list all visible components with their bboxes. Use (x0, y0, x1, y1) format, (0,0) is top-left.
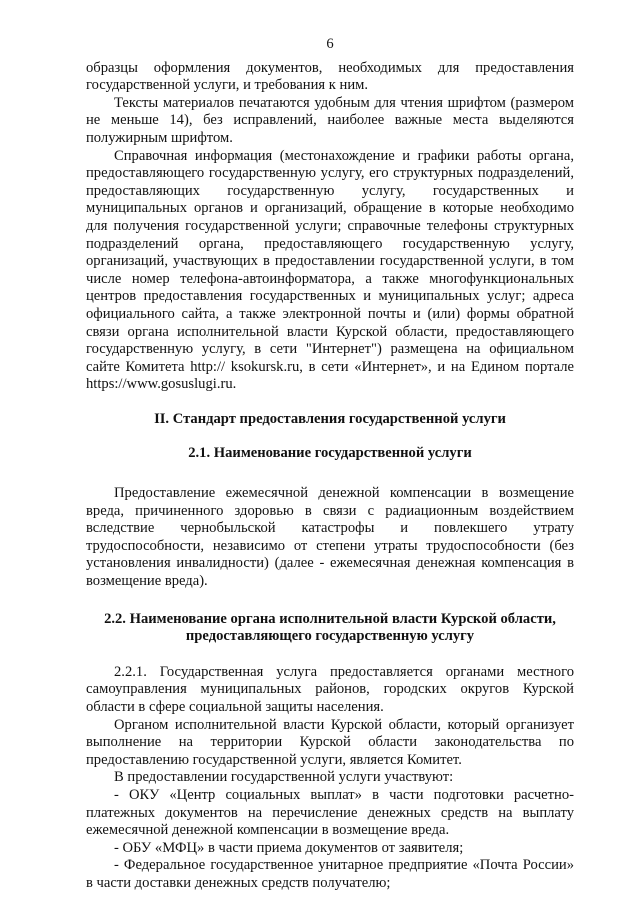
section-heading: II. Стандарт предоставления государственной услуги (154, 410, 506, 427)
paragraph-continuation: образцы оформления документов, необходимых для предоставления государственной услуги, и требования к ним. (86, 59, 574, 94)
paragraph-service-name: Предоставление ежемесячной денежной компенсации в возмещение вреда, причиненного здоровью в связи с радиационным воздействием вследствие чернобыльской катастрофы и повлекшего утрату трудоспособности, независимо от степени утраты трудоспособности (без установления инвалидности) (далее - ежемесячная денежная компенсация в возмещение вреда). (86, 485, 574, 590)
document-page (86, 36, 574, 893)
page-number: 6 (326, 36, 334, 52)
subsection-heading-2-1: 2.1. Наименование государственной услуги (188, 445, 472, 462)
list-item-mfc: - ОБУ «МФЦ» в части приема документов от заявителя; (114, 839, 464, 856)
paragraph-font-requirements: Тексты материалов печатаются удобным для чтения шрифтом (размером не меньше 14), без исправлений, наиболее важные места выделяются полужирным шрифтом. (86, 94, 574, 146)
list-item-post: - Федеральное государственное унитарное предприятие «Почта России» в части доставки денежных средств получателю; (86, 857, 574, 891)
paragraph-organ: Органом исполнительной власти Курской области, который организует выполнение на территории Курской области законодательства по предоставлению государственной услуги, является Комитет. (86, 716, 574, 768)
paragraph-participants: В предоставлении государственной услуги участвуют: (114, 769, 454, 786)
list-item-oku: - ОКУ «Центр социальных выплат» в части подготовки расчетно-платежных документов на перечисление денежных средств на выплату ежемесячной денежной компенсации в возмещение вреда. (86, 786, 574, 839)
paragraph-2-2-1: 2.2.1. Государственная услуга предоставляется органами местного самоуправления муниципальных районов, городских округов Курской области в сфере социальной защиты населения. (86, 663, 574, 715)
paragraph-reference-info: Справочная информация (местонахождение и графики работы органа, предоставляющего государственную услугу, его структурных подразделений, предоставляющих государственную услугу, государственных и муниципальных органов и организаций, обращение в которые необходимо для получения государственной услуги; справочные телефоны структурных подразделений органа, предоставляющего государственную услугу, организаций, участвующих в предоставлении государственной услуги, в том числе номер телефона-автоинформатора, а также многофункциональных центров предоставления государственных и муниципальных услуг; адреса официального сайта, а также электронной почты и (или) формы обратной связи органа исполнительной власти Курской области, предоставляющего государственную услугу, в сети "Интернет") размещена на официальном сайте Комитета http:// ksokursk.ru, в сети «Интернет», и на Едином портале https://www.gosuslugi.ru. (86, 147, 574, 393)
subsection-heading-2-2: 2.2. Наименование органа исполнительной власти Курской области, предоставляющего государственную услугу (104, 610, 556, 645)
